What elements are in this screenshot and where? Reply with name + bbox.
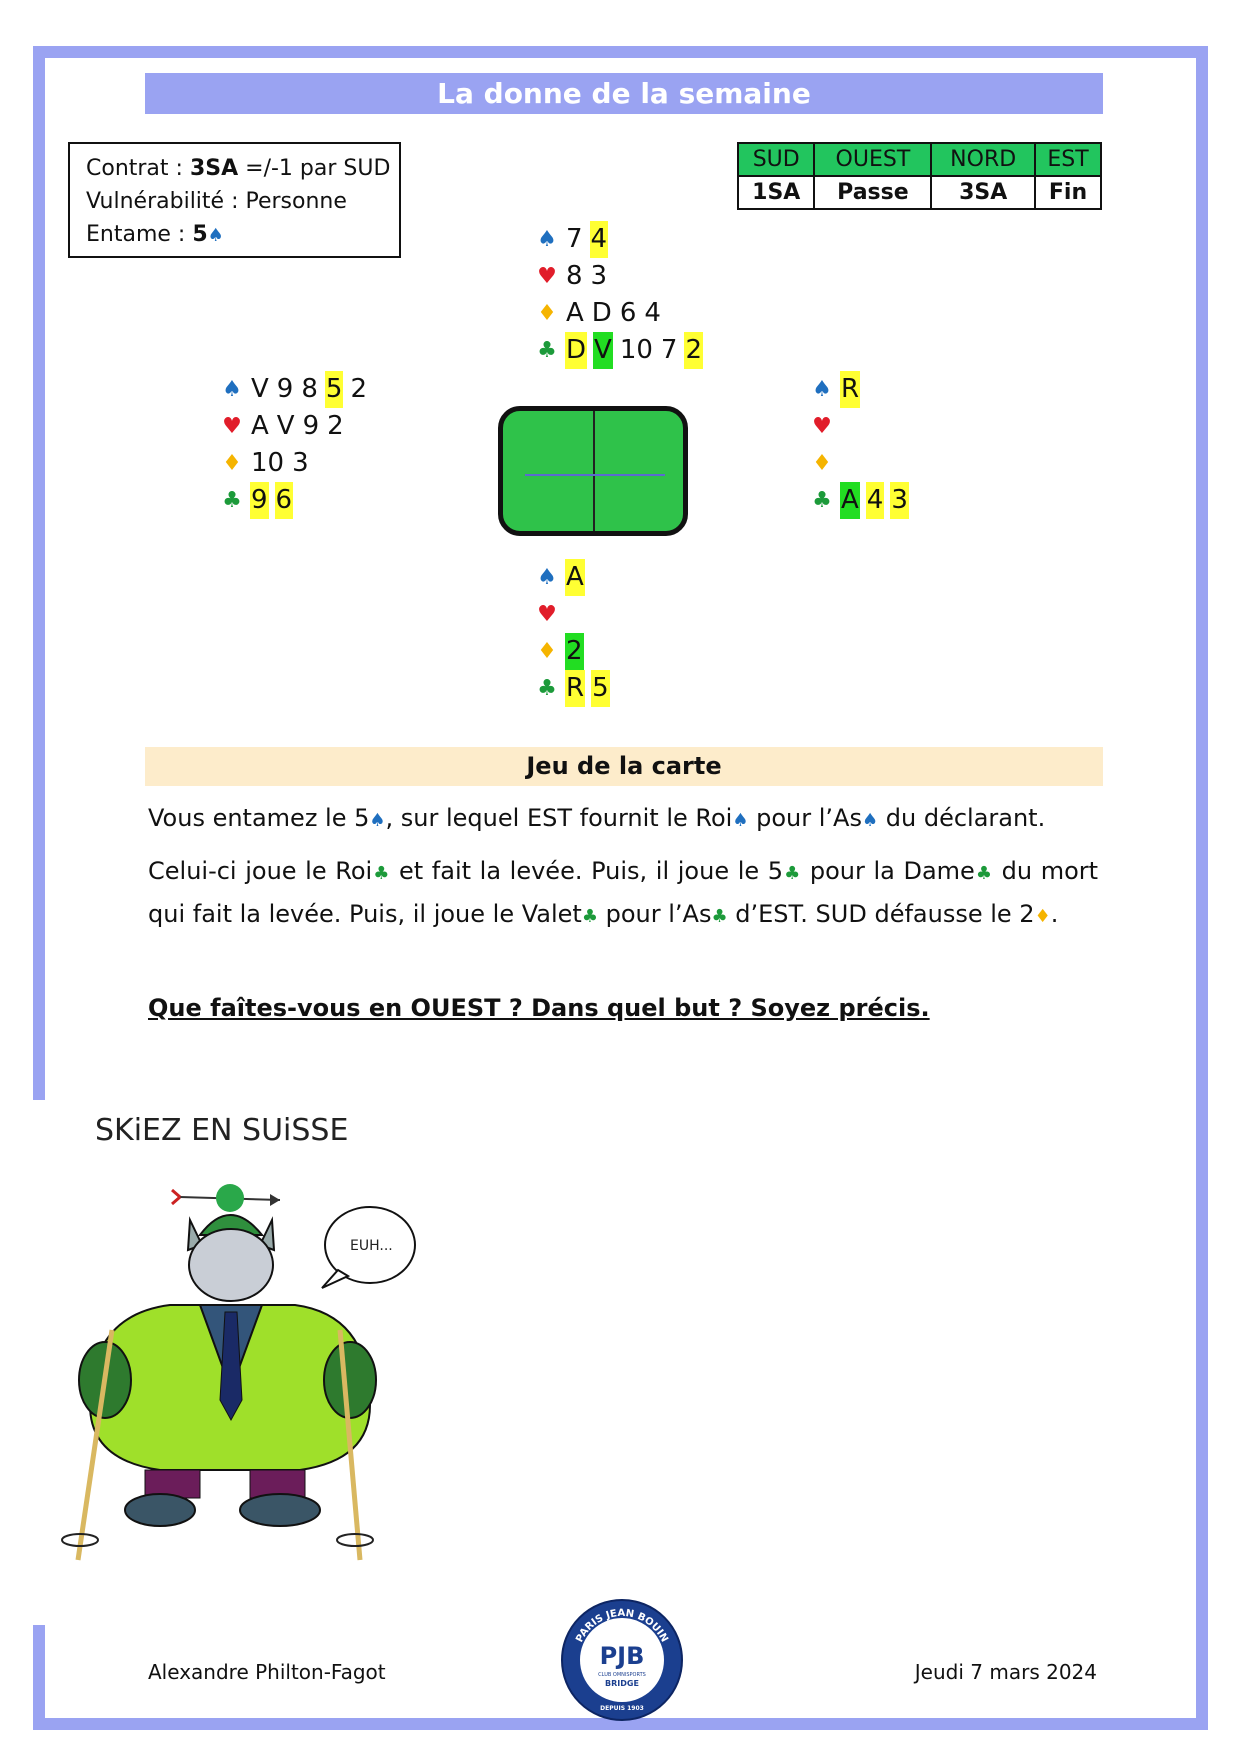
card: 4 (866, 482, 885, 519)
club-icon: ♣ (581, 906, 598, 927)
north-diamonds-line (535, 295, 709, 332)
cartoon-caption: SKiEZ EN SUiSSE (95, 1113, 349, 1148)
club-icon: ♣ (974, 863, 993, 884)
east-diamonds-line (810, 445, 915, 482)
west-hearts-line (220, 408, 374, 445)
card: 3 (590, 261, 608, 291)
card: 4 (590, 221, 609, 258)
card: 5 (325, 371, 344, 408)
play-paragraph-2 (148, 851, 1098, 937)
east-clubs-line (810, 482, 915, 519)
date: Jeudi 7 mars 2024 (914, 1660, 1097, 1684)
contract-line (86, 152, 399, 185)
heart-icon: ♥ (537, 602, 557, 627)
card: D (565, 332, 587, 369)
card: 6 (275, 482, 294, 519)
club-icon: ♣ (372, 863, 391, 884)
speech-tail (322, 1270, 348, 1288)
card: A (566, 298, 584, 328)
card: 2 (565, 633, 584, 670)
frame-right (1196, 46, 1208, 1730)
frame-left-upper (33, 46, 45, 1100)
paragraph-text: d’EST. SUD défausse le 2 (727, 900, 1035, 928)
east-hearts-line (810, 408, 915, 445)
diamond-icon: ♦ (537, 301, 557, 326)
card: 3 (890, 482, 909, 519)
lead-value: 5 (192, 222, 208, 247)
paragraph-text: Celui-ci joue le Roi (148, 857, 373, 885)
contract-box (68, 142, 401, 258)
paragraph-text: et fait la levée. Puis, il joue le 5 (390, 857, 784, 885)
shoe-right (240, 1494, 320, 1526)
contract-label: Contrat : (86, 156, 190, 181)
card: V (276, 411, 295, 441)
table-divider-vertical (593, 411, 595, 531)
paragraph-text: , sur lequel EST fournit le Roi (385, 804, 733, 832)
club-logo (560, 1598, 684, 1722)
card: 5 (591, 670, 610, 707)
south-clubs-line (535, 670, 616, 707)
south-diamonds-line (535, 633, 616, 670)
south-spades-line (535, 559, 616, 596)
logo-sub: BRIDGE (605, 1679, 639, 1688)
card: 9 (250, 482, 269, 519)
card: 9 (276, 374, 294, 404)
spade-icon: ♠ (537, 565, 557, 590)
spade-icon: ♠ (732, 810, 749, 831)
card: V (251, 374, 269, 404)
diamond-icon: ♦ (222, 451, 242, 476)
club-icon: ♣ (222, 488, 242, 513)
club-icon: ♣ (812, 488, 832, 513)
bidding-header-row (738, 143, 1101, 176)
speech-text: EUH... (350, 1238, 393, 1254)
contract-value: 3SA (189, 156, 239, 181)
card: R (565, 670, 585, 707)
logo-initials: PJB (599, 1642, 645, 1670)
card: 2 (327, 411, 344, 441)
west-diamonds-line (220, 445, 374, 482)
spade-icon: ♠ (812, 377, 832, 402)
bidding-header-cell: SUD (738, 143, 814, 176)
logo-club: CLUB OMNISPORTS (598, 1672, 646, 1678)
bidding-cell: Passe (814, 176, 931, 209)
card: 6 (619, 298, 637, 328)
glove-right (324, 1342, 376, 1418)
card: 2 (350, 374, 367, 404)
card: 3 (292, 448, 309, 478)
spade-icon: ♠ (369, 810, 386, 831)
bidding-table (737, 142, 1102, 210)
card: R (840, 371, 860, 408)
card: 2 (684, 332, 703, 369)
question-text: Que faîtes-vous en OUEST ? Dans quel but ? Soyez précis. (148, 994, 930, 1022)
west-clubs-line (220, 482, 374, 519)
card: 9 (302, 411, 320, 441)
diamond-icon: ♦ (1034, 906, 1051, 927)
card: D (591, 298, 612, 328)
pole-basket-right (337, 1534, 373, 1546)
card: V (593, 332, 613, 369)
arrow-head-icon (270, 1194, 280, 1206)
north-clubs-line (535, 332, 709, 369)
club-icon: ♣ (537, 338, 557, 363)
card: 10 (251, 448, 285, 478)
spade-icon: ♠ (207, 225, 224, 246)
diamond-icon: ♦ (537, 639, 557, 664)
paragraph-text: pour l’As (748, 804, 862, 832)
heart-icon: ♥ (812, 414, 832, 439)
cartoon-illustration (50, 1100, 450, 1600)
bidding-cell: 1SA (738, 176, 814, 209)
west-spades-line (220, 371, 374, 408)
bidding-row (738, 176, 1101, 209)
spade-icon: ♠ (222, 377, 242, 402)
table-divider-horizontal (525, 474, 665, 476)
lead-label: Entame : (86, 222, 193, 247)
contract-rest: =/-1 par SUD (238, 156, 391, 181)
play-section-title: Jeu de la carte (145, 747, 1103, 786)
bridge-table-graphic (498, 406, 688, 536)
card: 10 (619, 335, 653, 365)
card: A (840, 482, 860, 519)
vulnerability-line: Vulnérabilité : Personne (86, 189, 347, 214)
club-icon: ♣ (537, 676, 557, 701)
heart-icon: ♥ (537, 264, 557, 289)
paragraph-text: pour l’As (597, 900, 712, 928)
logo-since: DEPUIS 1903 (600, 1705, 644, 1712)
paragraph-text: Vous entamez le 5 (148, 804, 370, 832)
bidding-header-cell: NORD (931, 143, 1035, 176)
frame-left-lower (33, 1625, 45, 1730)
card: 4 (644, 298, 661, 328)
card: A (565, 559, 585, 596)
card: 8 (301, 374, 318, 404)
hand-north (535, 221, 709, 369)
author: Alexandre Philton-Fagot (148, 1660, 386, 1684)
play-paragraph-1 (148, 798, 1098, 841)
diamond-icon: ♦ (812, 451, 832, 476)
bidding-cell: Fin (1035, 176, 1101, 209)
paragraph-text: pour la Dame (801, 857, 975, 885)
spade-icon: ♠ (861, 810, 879, 831)
north-hearts-line (535, 258, 709, 295)
hand-south (535, 559, 616, 707)
card: 7 (660, 335, 678, 365)
arrow-fletching-icon (172, 1190, 180, 1204)
lead-line (86, 218, 399, 252)
north-spades-line (535, 221, 709, 258)
hand-west (220, 371, 374, 519)
paragraph-text: . (1050, 900, 1059, 928)
south-hearts-line (535, 596, 616, 633)
logo-arc-text: PARIS JEAN BOUIN (574, 1607, 670, 1645)
east-spades-line (810, 371, 915, 408)
heart-icon: ♥ (222, 414, 242, 439)
bidding-header-cell: OUEST (814, 143, 931, 176)
paragraph-text: du mort qui fait la levée. Puis, il joue le Valet (148, 857, 1099, 928)
bidding-header-cell: EST (1035, 143, 1101, 176)
shoe-left (125, 1494, 195, 1526)
frame-top (33, 46, 1208, 58)
bidding-cell: 3SA (931, 176, 1035, 209)
club-icon: ♣ (711, 906, 728, 927)
cat-face (189, 1229, 273, 1301)
hat-pompom (216, 1184, 244, 1212)
card: A (251, 411, 269, 441)
card: 7 (566, 224, 583, 254)
club-icon: ♣ (783, 863, 802, 884)
page-title: La donne de la semaine (145, 73, 1103, 114)
spade-icon: ♠ (537, 227, 557, 252)
card: 8 (566, 261, 583, 291)
hand-east (810, 371, 915, 519)
paragraph-text: du déclarant. (878, 804, 1046, 832)
